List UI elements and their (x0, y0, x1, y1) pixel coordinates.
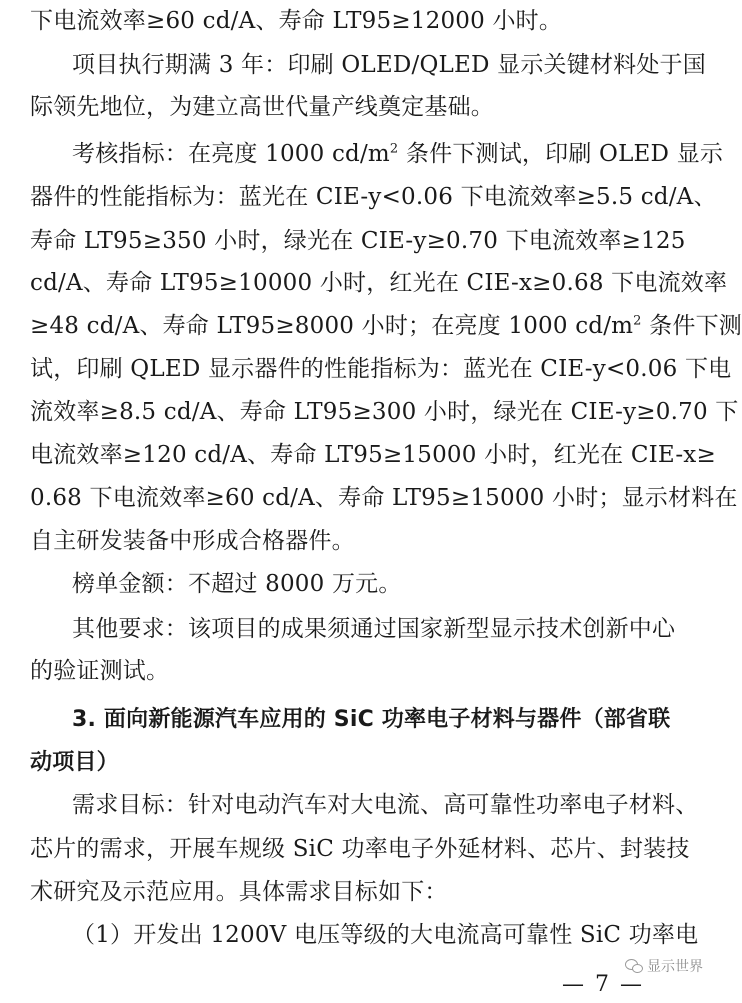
text-line: 器件的性能指标为：蓝光在 CIE-y<0.06 下电流效率≥5.5 cd/A、 (30, 184, 717, 210)
text-line: 需求目标：针对电动汽车对大电流、高可靠性功率电子材料、 (72, 792, 699, 818)
text-line: 考核指标：在亮度 1000 $cd/m^2$ 条件下测试，印刷 OLED 显示 (72, 141, 724, 167)
text-line: 术研究及示范应用。具体需求目标如下： (30, 879, 448, 905)
text-line: 榜单金额：不超过 8000 万元。 (72, 571, 402, 597)
text-line: 下电流效率≥60 cd/A、寿命 LT95≥12000 小时。 (30, 8, 563, 34)
text-line: 的验证测试。 (30, 658, 170, 684)
text-line: 其他要求：该项目的成果须通过国家新型显示技术创新中心 (72, 616, 676, 642)
section-heading: 动项目） (30, 750, 119, 775)
text-line: 际领先地位，为建立高世代量产线奠定基础。 (30, 94, 494, 120)
section-heading: 3. 面向新能源汽车应用的 SiC 功率电子材料与器件（部省联 (72, 707, 671, 732)
text-line: 自主研发装备中形成合格器件。 (30, 528, 355, 554)
text-line: 项目执行期满 3 年：印刷 OLED/QLED 显示关键材料处于国 (72, 52, 706, 78)
text-line: cd/A、寿命 LT95≥10000 小时，红光在 CIE-x≥0.68 下电流效率 (30, 270, 728, 296)
text-line: 0.68 下电流效率≥60 cd/A、寿命 LT95≥15000 小时；显示材料在 (30, 485, 738, 511)
text-line: 芯片的需求，开展车规级 SiC 功率电子外延材料、芯片、封装技 (30, 836, 690, 862)
text-line: ≥48 cd/A、寿命 LT95≥8000 小时；在亮度 1000 $cd/m^2$ 条件下测 (30, 313, 742, 339)
text-line: 试，印刷 QLED 显示器件的性能指标为：蓝光在 CIE-y<0.06 下电 (30, 356, 732, 382)
watermark-text: 显示世界 (647, 959, 703, 975)
text-line: （1）开发出 1200V 电压等级的大电流高可靠性 SiC 功率电 (72, 922, 699, 948)
text-line: 寿命 LT95≥350 小时，绿光在 CIE-y≥0.70 下电流效率≥125 (30, 228, 686, 254)
text-line: 电流效率≥120 cd/A、寿命 LT95≥15000 小时，红光在 CIE-x≥ (30, 442, 716, 468)
page-number: — 7 — (562, 972, 644, 997)
text-line: 流效率≥8.5 cd/A、寿命 LT95≥300 小时，绿光在 CIE-y≥0.70 下 (30, 399, 739, 425)
